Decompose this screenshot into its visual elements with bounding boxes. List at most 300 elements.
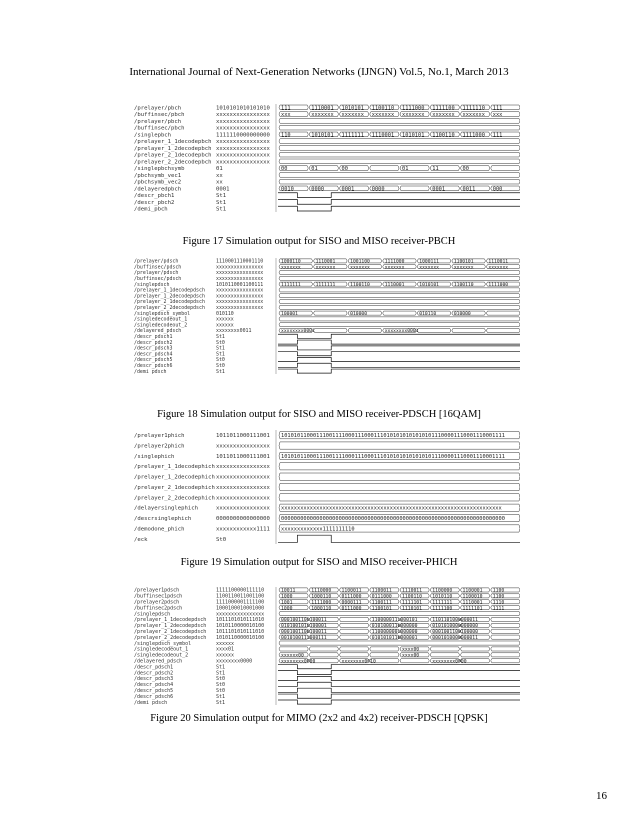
signal-value: xxxx01 <box>216 646 235 653</box>
bus-value: 0011 <box>462 186 476 193</box>
bus-value: 1111 <box>492 606 505 612</box>
signal-name[interactable]: /delayeredpbch <box>134 186 182 193</box>
signal-name[interactable]: /pbchsymb_vec2 <box>134 179 182 186</box>
signal-value: St1 <box>216 345 225 352</box>
bus-segment <box>279 299 520 303</box>
bus-value: 1000110 <box>281 259 301 265</box>
bus-value: 1100110 <box>402 594 423 600</box>
bus-segment <box>491 659 520 663</box>
signal-value: xxxxxxxx0000 <box>216 658 253 665</box>
signal-value: St1 <box>216 693 226 700</box>
signal-value: xxxxxx <box>216 316 234 323</box>
bus-value: xxxxxxx <box>350 265 370 271</box>
signal-value: 1011101010111010 <box>216 629 265 636</box>
bus-value: xxxxxxxxxxxxx1111111110 <box>281 526 355 533</box>
bus-value: 00 <box>281 166 288 173</box>
bus-value: 1010110 <box>432 594 453 600</box>
signal-trace <box>278 193 520 198</box>
bus-segment <box>279 611 520 615</box>
bus-value: xxxxxxx <box>371 112 395 119</box>
signal-name[interactable]: /demi_pdsch <box>134 699 168 705</box>
bus-value: 0010 <box>281 186 294 193</box>
bus-segment <box>400 186 429 191</box>
bus-value: 1111101 <box>462 606 483 612</box>
signal-name[interactable]: /prelayer_1_2decodephich <box>134 474 215 481</box>
signal-value: 1111100000111110 <box>216 587 265 594</box>
bus-segment <box>279 125 520 130</box>
bus-value: 0001 <box>432 186 446 193</box>
bus-segment <box>279 276 520 280</box>
bus-value: xxxxxxx <box>402 112 425 119</box>
bus-value: xxxxxxxx0001 <box>384 329 419 335</box>
bus-value: xxxx00 <box>402 653 420 659</box>
signal-value: 1110001110001110 <box>216 258 264 265</box>
signal-name[interactable]: /descr_pdsch6 <box>134 693 174 700</box>
signal-name[interactable]: /prelayer_1_2decodepdsch <box>134 293 205 300</box>
signal-value: xxxxxx <box>216 322 234 329</box>
bus-segment <box>279 179 520 184</box>
bus-value: 1111000 <box>311 600 332 606</box>
bus-value: 01 <box>311 166 318 173</box>
bus-value: 0001001100100011 <box>281 630 327 636</box>
bus-value: 1111100 <box>432 606 453 612</box>
bus-segment <box>383 311 417 315</box>
bus-value: 0000 <box>311 186 325 193</box>
signal-value: St0 <box>216 363 225 370</box>
bus-segment <box>279 473 520 480</box>
bus-segment <box>461 653 490 657</box>
signal-value: xxxxxxxxxxxxxxxx <box>216 159 270 166</box>
signal-value: 1100110011001100 <box>216 593 265 600</box>
signal-value: xxxxxxxxxxxxxxxx <box>216 305 264 312</box>
signal-trace <box>278 688 520 692</box>
bus-value: 1100000001000000 <box>371 630 418 636</box>
bus-value: xxxxxxxx0000 <box>432 659 467 665</box>
bus-segment <box>452 328 486 332</box>
signal-value: St1 <box>216 334 225 341</box>
bus-value: 0101000110000000 <box>371 624 418 630</box>
signal-trace <box>278 206 520 211</box>
signal-name[interactable]: /descr_pdsch1 <box>134 664 174 671</box>
bus-segment <box>340 617 369 621</box>
bus-value: 1000111 <box>419 259 439 265</box>
signal-name[interactable]: /descr_pdsch1 <box>134 334 173 341</box>
signal-value: xx <box>216 172 223 179</box>
bus-value: 1000 <box>281 606 293 612</box>
signal-name[interactable]: /demi_pdsch <box>134 368 167 374</box>
signal-value: xxxxxxxxxxxx1111 <box>216 526 270 533</box>
bus-segment <box>430 647 459 651</box>
signal-value: xxxxxxxxxxxxxxxx <box>216 464 270 471</box>
bus-value: 0101001010100001 <box>281 624 327 630</box>
signal-name[interactable]: /descr_pdsch2 <box>134 670 174 677</box>
bus-value: 0001001100100011 <box>281 618 327 624</box>
signal-value: St1 <box>216 664 226 671</box>
bus-value: 00 <box>341 166 348 173</box>
signal-value: xxxxxx <box>216 652 235 659</box>
bus-segment <box>491 653 520 657</box>
bus-value: 010000 <box>453 311 471 317</box>
signal-name[interactable]: /prelayer1pdsch <box>134 587 180 594</box>
signal-name[interactable]: /descr_pdsch4 <box>134 351 173 358</box>
signal-value: 1010101010101010 <box>216 105 270 112</box>
bus-value: xxxxxxx <box>281 265 301 271</box>
bus-segment <box>279 146 520 151</box>
signal-value: 1010110000010100 <box>216 634 265 641</box>
signal-value: 1111000001111100 <box>216 599 265 606</box>
bus-value: 0101010110000001 <box>371 635 418 641</box>
signal-value: xxxxxxxxxxxxxxxx <box>216 264 264 271</box>
signal-name[interactable]: /prelayer2pdsch <box>134 599 180 606</box>
signal-name[interactable]: /singlephich <box>134 453 175 460</box>
signal-trace <box>278 694 520 698</box>
signal-name[interactable]: /descr_pdsch3 <box>134 345 173 352</box>
signal-name[interactable]: /buffinsec/pbch <box>134 125 185 132</box>
signal-name[interactable]: /delayersinglephich <box>134 505 198 512</box>
bus-segment <box>340 623 369 627</box>
bus-value: 111 <box>492 132 503 139</box>
bus-value: xxxxxxx <box>311 112 334 119</box>
signal-value: 010110 <box>216 310 234 317</box>
signal-value: xxxxxxxxxxxxxxxx <box>216 611 265 618</box>
figure-18-waveform <box>132 258 520 374</box>
bus-value: xxxxxxx <box>341 112 364 119</box>
bus-segment <box>309 647 338 651</box>
signal-trace <box>278 676 520 680</box>
bus-segment <box>279 305 520 309</box>
signal-trace <box>278 346 520 350</box>
signal-name[interactable]: /descr_pdsch5 <box>134 357 173 364</box>
signal-value: St0 <box>216 536 227 543</box>
bus-segment <box>340 647 369 651</box>
bus-segment <box>430 653 459 657</box>
signal-name[interactable]: /singledecodeout_2 <box>134 652 189 659</box>
signal-name[interactable]: /singlepdsch <box>134 611 171 618</box>
bus-value: 10011 <box>281 588 296 594</box>
signal-value: xxxxxx <box>216 640 235 647</box>
signal-name[interactable]: /singledecodeout_1 <box>134 316 188 323</box>
bus-value: xxxxxxxx0000 <box>281 659 316 665</box>
signal-name[interactable]: /prelayer_1_1decodepdsch <box>134 617 207 624</box>
signal-name[interactable]: /prelayer/pbch <box>134 105 182 112</box>
bus-value: 1100 <box>492 588 505 594</box>
bus-value: 1111000 <box>384 259 405 265</box>
bus-segment <box>279 483 520 490</box>
signal-value: xxxxxxxxxxxxxxxx <box>216 505 270 512</box>
signal-value: 1010110001100111 <box>216 281 264 288</box>
signal-trace <box>278 200 520 205</box>
bus-value: 000 <box>492 186 503 193</box>
signal-value: St1 <box>216 206 227 212</box>
signal-name[interactable]: /prelayer_1_1decodepdsch <box>134 287 205 294</box>
signal-value: xxxxxxxxxxxxxxxx <box>216 443 270 450</box>
bus-value: 1110001 <box>311 105 334 112</box>
signal-trace <box>278 700 520 704</box>
figure-17-caption: Figure 17 Simulation output for SISO and MISO receiver-PBCH <box>182 236 456 247</box>
bus-value: xxxxxxx <box>419 265 439 271</box>
signal-value: St1 <box>216 351 225 358</box>
bus-value: xxxxxxx <box>462 112 485 119</box>
bus-segment <box>491 647 520 651</box>
bus-value: 1110001 <box>371 132 395 139</box>
signal-value: St0 <box>216 357 225 364</box>
signal-name[interactable]: /eck <box>134 536 148 543</box>
signal-trace <box>278 665 520 669</box>
bus-value: xxxxxxxx0001 <box>281 329 315 335</box>
signal-name[interactable]: /prelayer_1_2decodepdsch <box>134 623 207 630</box>
signal-name[interactable]: /prelayer_1_1decodephich <box>134 464 215 471</box>
bus-segment <box>279 152 520 157</box>
bus-segment <box>279 463 520 470</box>
signal-trace <box>278 535 520 542</box>
bus-segment <box>400 659 429 663</box>
signal-name[interactable]: /prelayer_2_1decodephich <box>134 484 215 491</box>
bus-value: 1111100 <box>432 105 455 112</box>
waveform-panel <box>132 258 520 374</box>
signal-name[interactable]: /prelayer_2_1decodepdsch <box>134 629 207 636</box>
signal-name[interactable]: /buffinsec/pbch <box>134 112 185 119</box>
bus-segment <box>279 294 520 298</box>
signal-value: xxxxxxxxxxxxxxxx <box>216 484 270 491</box>
signal-name[interactable]: /singlepbchsymb <box>134 166 185 173</box>
signal-trace <box>278 682 520 686</box>
signal-value: xxxxxxxxxxxxxxxx <box>216 474 270 481</box>
signal-value: xxxxxxxxxxxxxxxx <box>216 139 270 146</box>
signal-name[interactable]: /prelayer_2_2decodephich <box>134 495 215 502</box>
signal-value: xxxxxxxxxxxxxxxx <box>216 287 264 294</box>
figure-20-waveform <box>132 587 520 705</box>
bus-value: 0001010000000011 <box>432 635 479 641</box>
signal-name[interactable]: /singledecodeout_2 <box>134 322 188 329</box>
signal-trace <box>278 363 520 367</box>
signal-value: 1000100010001000 <box>216 605 265 612</box>
signal-value: 1011011000111001 <box>216 453 270 460</box>
signal-name[interactable]: /descr_pdsch3 <box>134 676 174 683</box>
bus-value: 010000 <box>350 311 368 317</box>
bus-value: 1100101 <box>453 259 474 265</box>
signal-value: xxxxxxxxxxxxxxxx <box>216 276 264 283</box>
bus-value: 110 <box>281 132 291 139</box>
signal-name[interactable]: /singlepdsch_symbol <box>134 310 191 317</box>
bus-value: xxxxxxx <box>488 265 509 271</box>
bus-segment <box>348 328 382 332</box>
signal-value: xxxxxxxxxxxxxxxx <box>216 145 270 152</box>
bus-value: 1110000 <box>311 588 332 594</box>
figure-20-caption: Figure 20 Simulation output for MIMO (2x2 and 4x2) receiver-PDSCH [QPSK] <box>150 713 488 724</box>
bus-value: 0000000000000000000000000000000000000000000000000000000000000000000000 <box>281 516 505 523</box>
signal-name[interactable]: /delayered_pdsch <box>134 658 183 665</box>
bus-value: 11 <box>432 166 439 173</box>
bus-value: 1000110 <box>311 594 332 600</box>
bus-value: 1110101 <box>402 606 423 612</box>
signal-trace <box>278 352 520 356</box>
signal-trace <box>278 357 520 361</box>
signal-name[interactable]: /prelayer/pdsch <box>134 270 179 277</box>
signal-value: xxxxxxxxxxxxxxxx <box>216 495 270 502</box>
bus-value: 1010101 <box>402 132 425 139</box>
signal-name[interactable]: /buffinsec1pdsch <box>134 593 183 600</box>
bus-value: 1100010 <box>462 594 483 600</box>
signal-name[interactable]: /prelayer/pdsch <box>134 258 179 265</box>
bus-value: 1111110 <box>462 105 485 112</box>
waveform-panel <box>132 104 520 212</box>
signal-name[interactable]: /descr_pdsch4 <box>134 682 174 689</box>
signal-value: xxxxxxxxxxxxxxxx <box>216 152 270 159</box>
bus-value: 1110001 <box>462 600 483 606</box>
bus-value: 1100110 <box>350 282 370 288</box>
bus-value: 1111000 <box>488 282 509 288</box>
signal-name[interactable]: /descr_pbch2 <box>134 199 175 206</box>
bus-value: 1101101000000011 <box>432 618 479 624</box>
signal-name[interactable]: /prelayer/pbch <box>134 118 182 125</box>
bus-segment <box>486 311 520 315</box>
signal-name[interactable]: /singlepdsch <box>134 281 170 288</box>
signal-value: xxxxxxxxxxxxxxxx <box>216 118 270 125</box>
bus-value: xxx <box>281 112 291 119</box>
signal-name[interactable]: /prelayer_2_2decodepdsch <box>134 305 205 312</box>
signal-name[interactable]: /prelayer_2_2decodepdsch <box>134 634 207 641</box>
figure-19-waveform <box>132 430 520 544</box>
bus-segment <box>370 653 399 657</box>
bus-value: 1110011 <box>488 259 509 265</box>
bus-segment <box>279 159 520 164</box>
bus-value: 010110 <box>419 311 437 317</box>
signal-name[interactable]: /buffinsec/pdsch <box>134 264 182 271</box>
signal-name[interactable]: /pbchsymb_vec1 <box>134 172 182 179</box>
signal-name[interactable]: /prelayer_1_1decodepbch <box>134 139 212 146</box>
signal-value: xxxxxxxxxxxxxxxx <box>216 270 264 277</box>
signal-name[interactable]: /prelayer2phich <box>134 443 185 450</box>
bus-value: 0111000 <box>341 594 362 600</box>
signal-name[interactable]: /singlepbch <box>134 132 172 139</box>
signal-name[interactable]: /demi_pbch <box>134 206 168 212</box>
signal-value: xxxxxxxxxxxxxxxx <box>216 293 264 300</box>
bus-value: 00 <box>462 166 469 173</box>
bus-value: 1010101100011100111100011100011101010101010101011100001110001110001111 <box>281 433 505 440</box>
waveform-panel <box>132 430 520 544</box>
bus-value: xxxxxxx <box>384 265 405 271</box>
bus-value: 1010101100011100111100011100011101010101010101011100001110001110001111 <box>281 453 505 460</box>
signal-name[interactable]: /delayered_pdsch <box>134 328 182 335</box>
bus-value: 1100000 <box>432 588 453 594</box>
bus-segment <box>279 139 520 144</box>
bus-value: 1010101 <box>341 105 364 112</box>
bus-value: xxxxxxx <box>432 112 455 119</box>
bus-value: 1100 <box>492 594 505 600</box>
signal-name[interactable]: /prelayer_1_2decodepbch <box>134 145 212 152</box>
bus-value: 0111000 <box>371 594 392 600</box>
figure-19-caption: Figure 19 Simulation output for SISO and MISO receiver-PHICH <box>180 557 458 568</box>
bus-value: 1111111 <box>281 282 301 288</box>
signal-value: St0 <box>216 676 226 683</box>
signal-value: St0 <box>216 339 225 346</box>
bus-value: 1110 <box>492 600 505 606</box>
signal-name[interactable]: /prelayer_2_1decodepbch <box>134 152 212 159</box>
bus-value: 1110011 <box>402 588 423 594</box>
signal-name[interactable]: /singlepdsch_symbol <box>134 640 192 647</box>
bus-value: 1111000 <box>462 132 485 139</box>
signal-value: xxxxxxxxxxxxxxxx <box>216 125 270 132</box>
bus-segment <box>491 635 520 639</box>
signal-trace <box>278 670 520 674</box>
bus-value: 100001 <box>281 311 298 317</box>
bus-value: 111 <box>281 105 291 112</box>
bus-segment <box>491 629 520 633</box>
bus-value: 1110001 <box>315 259 336 265</box>
bus-segment <box>340 635 369 639</box>
bus-value: 1111000 <box>402 105 425 112</box>
page-number: 16 <box>596 790 607 802</box>
bus-value: 0000 <box>371 186 385 193</box>
signal-value: xxxxxxxxxxxxxxxx <box>216 112 270 119</box>
waveform-panel <box>132 587 520 705</box>
bus-segment <box>491 617 520 621</box>
signal-value: 0001 <box>216 186 230 193</box>
bus-value: 1110001 <box>384 282 405 288</box>
bus-segment <box>486 328 520 332</box>
bus-value: xxx <box>492 112 503 119</box>
signal-name[interactable]: /prelayer1phich <box>134 433 185 440</box>
bus-segment <box>314 328 348 332</box>
bus-value: 1111111 <box>315 282 336 288</box>
signal-name[interactable]: /prelayer_2_1decodepdsch <box>134 299 205 306</box>
signal-name[interactable]: /buffinsec/pdsch <box>134 276 182 283</box>
signal-value: 1011101010111010 <box>216 617 265 624</box>
bus-segment <box>279 270 520 274</box>
bus-value: 0010100111000111 <box>281 635 327 641</box>
signal-value: St1 <box>216 670 226 677</box>
signal-name[interactable]: /demodone_phich <box>134 526 185 533</box>
bus-segment <box>340 653 369 657</box>
bus-segment <box>370 166 399 171</box>
signal-name[interactable]: /descr_pbch1 <box>134 193 175 200</box>
bus-segment <box>491 623 520 627</box>
bus-value: 1100111 <box>371 600 392 606</box>
signal-name[interactable]: /descr_pdsch5 <box>134 688 174 695</box>
bus-segment <box>279 323 520 327</box>
signal-value: 1111110000000000 <box>216 132 270 139</box>
bus-value: 1000 <box>281 594 293 600</box>
signal-trace <box>278 340 520 344</box>
bus-value: 1100110 <box>453 282 474 288</box>
bus-value: 1100001 <box>462 588 483 594</box>
bus-segment <box>309 653 338 657</box>
bus-segment <box>279 647 308 651</box>
signal-name[interactable]: /prelayer_2_2decodepbch <box>134 159 212 166</box>
bus-value: 1100000111000101 <box>371 618 418 624</box>
signal-value: 1011011000111001 <box>216 433 270 440</box>
signal-name[interactable]: /buffinsec2pdsch <box>134 605 183 612</box>
bus-value: xxxxxxxxxxxxxxxxxxxxxxxxxxxxxxxxxxxxxxxxxxxxxxxxxxxxxxxxxxxxxxxxxxxxx <box>281 505 502 512</box>
bus-value: 1010101 <box>311 132 334 139</box>
signal-name[interactable]: /descr_pdsch6 <box>134 363 173 370</box>
bus-value: 1100110 <box>432 132 455 139</box>
signal-name[interactable]: /singledecodeout_1 <box>134 646 189 653</box>
signal-name[interactable]: /descr_pdsch2 <box>134 339 173 346</box>
signal-trace <box>278 334 520 338</box>
bus-segment <box>461 647 490 651</box>
signal-name[interactable]: /descrsinglephich <box>134 516 192 523</box>
bus-segment <box>279 494 520 501</box>
bus-segment <box>417 328 451 332</box>
bus-value: 0001 <box>341 186 355 193</box>
bus-value: 1100101 <box>371 606 392 612</box>
bus-segment <box>279 173 520 178</box>
bus-value: 1000110 <box>311 606 332 612</box>
signal-value: xxxxxxxx0011 <box>216 328 252 335</box>
signal-trace <box>278 369 520 373</box>
signal-value: xxxxxxxxxxxxxxxx <box>216 299 264 306</box>
